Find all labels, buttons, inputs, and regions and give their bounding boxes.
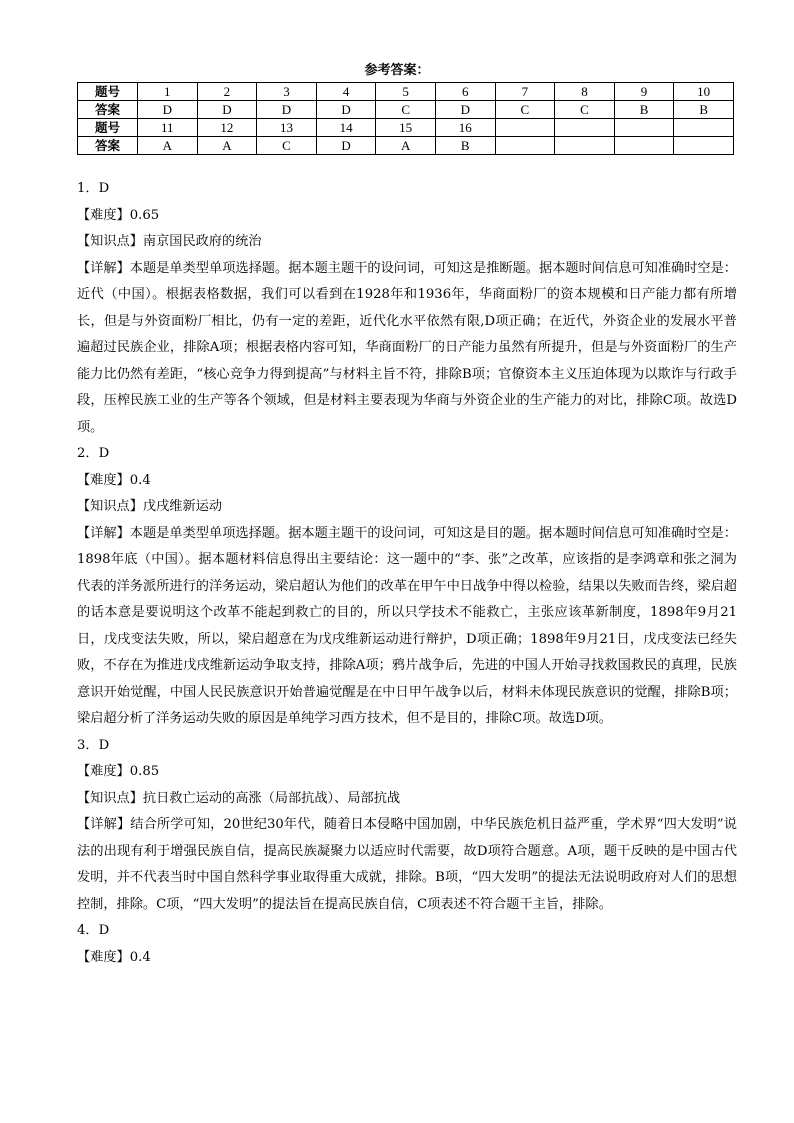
table-cell: 1 xyxy=(138,83,198,101)
page-title: 参考答案： xyxy=(364,63,430,78)
question-number: 4．D xyxy=(77,923,110,938)
table-cell: D xyxy=(257,101,317,119)
table-cell: D xyxy=(138,101,198,119)
table-cell: 12 xyxy=(197,119,257,137)
table-cell: A xyxy=(197,137,257,155)
table-cell: B xyxy=(435,137,495,155)
knowledge-point: 【知识点】戊戌维新运动 xyxy=(77,499,223,514)
question-number: 1．D xyxy=(77,181,110,196)
table-cell: 14 xyxy=(316,119,376,137)
table-cell: A xyxy=(376,137,436,155)
difficulty: 【难度】0.4 xyxy=(77,949,151,965)
detail-paragraph: 【详解】本题是单类型单项选择题。据本题主题干的设问词，可知这是目的题。据本题时间信息可知准确时空是：1898年底（中国）。据本题材料信息得出主要结论：这一题中的“李、张”之改革，应该指的是李鸿章和张之洞为代表的洋务派所进行的洋务运动，梁启超认为他们的改革在甲午中日战争中得以检验，结果以失败而告终，梁启超的话本意是要说明这个改革不能起到救亡的目的，所以只学技术不能救亡，主张应该革新制度，1898年9月21日，戊戌变法失败，所以，梁启超意在为戊戌维新运动进行辩护，D项正确；1898年9月21日，戊戌变法已经失败，不存在为推进戊戌维新运动争取支持，排除A项；鸦片战争后，先进的中国人开始寻找救国救民的真理，民族意识开始觉醒，中国人民民族意识开始普遍觉醒是在中日甲午战争以后，材料未体现民族意识的觉醒，排除B项；梁启超分析了洋务运动失败的原因是单纯学习西方技术，但不是目的，排除C项。故选D项。 xyxy=(77,525,737,726)
table-cell xyxy=(674,137,734,155)
table-cell: 4 xyxy=(316,83,376,101)
table-cell xyxy=(495,119,555,137)
difficulty: 【难度】0.65 xyxy=(77,207,160,223)
answer-table xyxy=(77,82,734,155)
table-cell: C xyxy=(495,101,555,119)
table-cell xyxy=(614,119,674,137)
explanations xyxy=(77,176,737,971)
table-cell xyxy=(614,137,674,155)
knowledge-point: 【知识点】南京国民政府的统治 xyxy=(77,234,262,249)
detail-paragraph: 【详解】本题是单类型单项选择题。据本题主题干的设问词，可知这是推断题。据本题时间信息可知准确时空是：近代（中国）。根据表格数据，我们可以看到在1928年和1936年，华商面粉厂的资本规模和日产能力都有所增长，但是与外资面粉厂相比，仍有一定的差距，近代化水平依然有限,D项正确；在近代，外资企业的发展水平普遍超过民族企业，排除A项；根据表格内容可知，华商面粉厂的日产能力虽然有所提升，但是与外资面粉厂的生产能力比仍然有差距，“核心竞争力得到提高”与材料主旨不符，排除B项；官僚资本主义压迫体现为以欺诈与行政手段，压榨民族工业的生产等各个领域，但是材料主要表现为华商与外资企业的生产能力的对比，排除C项。故选D项。 xyxy=(77,260,737,435)
table-cell: 16 xyxy=(435,119,495,137)
difficulty: 【难度】0.85 xyxy=(77,764,160,779)
table-cell: 11 xyxy=(138,119,198,137)
table-cell: D xyxy=(316,101,376,119)
table-cell: 7 xyxy=(495,83,555,101)
table-cell: 15 xyxy=(376,119,436,137)
row-header: 答案 xyxy=(78,101,138,119)
detail-paragraph: 【详解】结合所学可知，20世纪30年代，随着日本侵略中国加剧，中华民族危机日益严重，学术界“四大发明”说法的出现有利于增强民族自信，提高民族凝聚力以适应时代需要，故D项符合题意。A项，题干反映的是中国古代发明，并不代表当时中国自然科学事业取得重大成就，排除。B项，“四大发明”的提法无法说明政府对人们的思想控制，排除。C项，“四大发明”的提法旨在提高民族自信，C项表述不符合题干主旨，排除。 xyxy=(77,817,737,912)
table-cell: 6 xyxy=(435,83,495,101)
table-cell xyxy=(495,137,555,155)
row-header: 题号 xyxy=(78,83,138,101)
table-cell xyxy=(555,119,615,137)
table-cell: D xyxy=(316,137,376,155)
question-number: 3．D xyxy=(77,737,110,753)
table-cell: C xyxy=(376,101,436,119)
table-cell xyxy=(555,137,615,155)
row-header: 答案 xyxy=(78,137,138,155)
table-cell: B xyxy=(674,101,734,119)
table-cell: B xyxy=(614,101,674,119)
table-row xyxy=(78,119,734,137)
table-cell: 3 xyxy=(257,83,317,101)
table-cell: D xyxy=(435,101,495,119)
table-cell: 10 xyxy=(674,83,734,101)
knowledge-point: 【知识点】抗日救亡运动的高涨（局部抗战）、局部抗战 xyxy=(77,790,401,806)
table-cell xyxy=(674,119,734,137)
table-cell: C xyxy=(555,101,615,119)
row-header: 题号 xyxy=(78,119,138,137)
table-row xyxy=(78,83,734,101)
table-cell: A xyxy=(138,137,198,155)
table-cell: 2 xyxy=(197,83,257,101)
table-cell: D xyxy=(197,101,257,119)
table-cell: 9 xyxy=(614,83,674,101)
table-cell: C xyxy=(257,137,317,155)
table-cell: 13 xyxy=(257,119,317,137)
table-row xyxy=(78,101,734,119)
table-row xyxy=(78,137,734,155)
question-number: 2．D xyxy=(77,446,110,461)
difficulty: 【难度】0.4 xyxy=(77,472,151,488)
table-cell: 5 xyxy=(376,83,436,101)
table-cell: 8 xyxy=(555,83,615,101)
